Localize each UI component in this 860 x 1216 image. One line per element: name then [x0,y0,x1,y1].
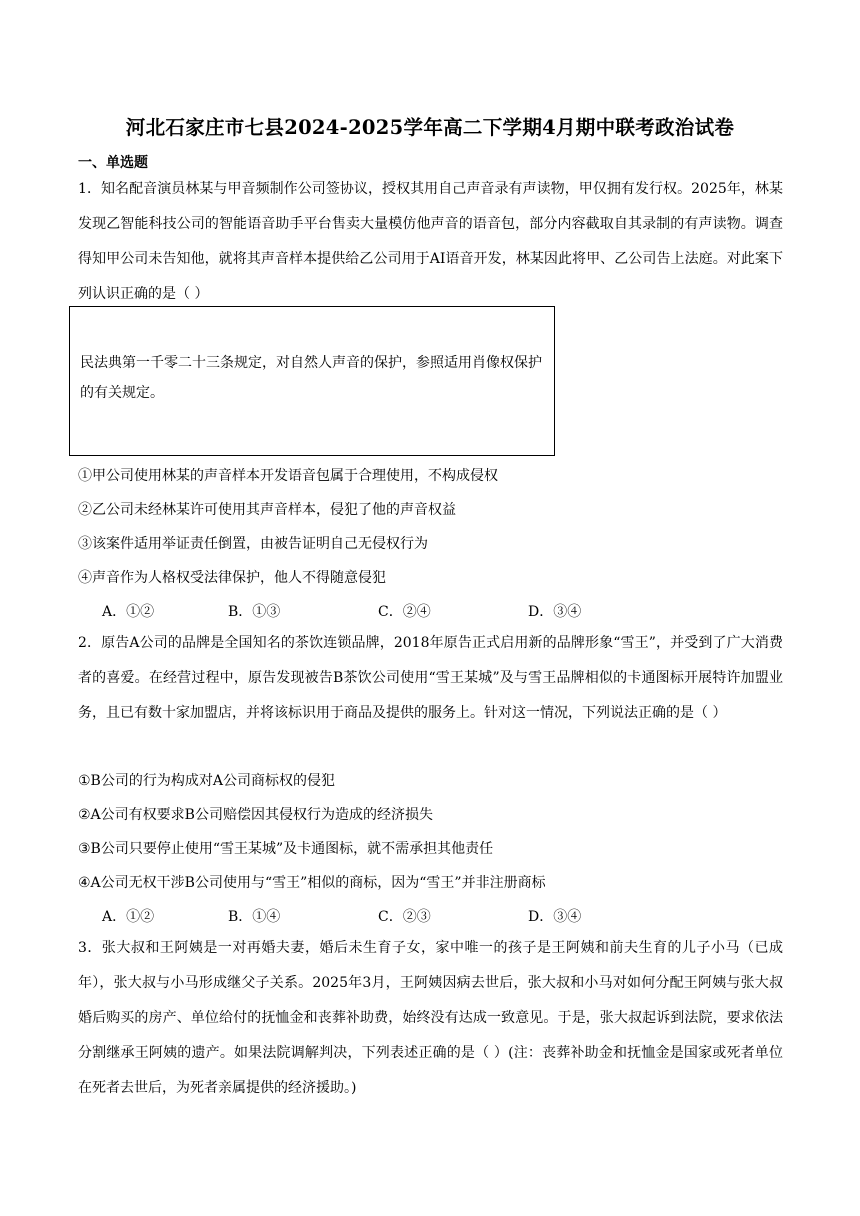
question-2-option-b[interactable]: B．①④ [228,909,281,925]
question-2-stem: 2．原告A公司的品牌是全国知名的茶饮连锁品牌，2018年原告正式启用新的品牌形象“雪王”，并受到了广大消费者的喜爱。在经营过程中，原告发现被告B茶饮公司使用“雪王某城”及与雪王品牌相似的卡通图标开展特许加盟业务，且已有数十家加盟店，并将该标识用于商品及提供的服务上。针对这一情况，下列说法正确的是（ ） [78,635,783,721]
question-1-option-c[interactable]: C．②④ [378,604,431,620]
question-1-stem: 1．知名配音演员林某与甲音频制作公司签协议，授权其用自己声音录有声读物，甲仅拥有发行权。2025年，林某发现乙智能科技公司的智能语音助手平台售卖大量模仿他声音的语音包，部分内容截取自其录制的有声读物。调查得知甲公司未告知他，就将其声音样本提供给乙公司用于AI语音开发，林某因此将甲、乙公司告上法庭。对此案下列认识正确的是（ ） [78,181,783,302]
question-2-statement-2: ②A公司有权要求B公司赔偿因其侵权行为造成的经济损失 [78,807,433,823]
question-2-option-d[interactable]: D．③④ [528,909,582,925]
question-1-statement-4: ④声音作为人格权受法律保护，他人不得随意侵犯 [78,570,386,586]
question-2-statement-3: ③B公司只要停止使用“雪王某城”及卡通图标，就不需承担其他责任 [78,841,494,857]
question-2-option-c[interactable]: C．②③ [378,909,431,925]
question-2-option-a[interactable]: A．①② [102,909,155,925]
question-2-statement-1: ①B公司的行为构成对A公司商标权的侵犯 [78,773,335,789]
section-heading: 一、单选题 [78,155,148,171]
question-1-statement-3: ③该案件适用举证责任倒置，由被告证明自己无侵权行为 [78,536,428,552]
question-1-statement-2: ②乙公司未经林某许可使用其声音样本，侵犯了他的声音权益 [78,502,456,518]
page-title: 河北石家庄市七县2024-2025学年高二下学期4月期中联考政治试卷 [125,116,735,139]
question-1-material-box [69,306,555,456]
question-1-option-a[interactable]: A．①② [102,604,155,620]
question-1-material: 民法典第一千零二十三条规定，对自然人声音的保护，参照适用肖像权保护的有关规定。 [80,355,542,401]
question-1-statement-1: ①甲公司使用林某的声音样本开发语音包属于合理使用，不构成侵权 [78,468,498,484]
question-1-option-b[interactable]: B．①③ [228,604,281,620]
question-2-statement-4: ④A公司无权干涉B公司使用与“雪王”相似的商标，因为“雪王”并非注册商标 [78,875,546,891]
question-1-option-d[interactable]: D．③④ [528,604,582,620]
question-3-stem: 3．张大叔和王阿姨是一对再婚夫妻，婚后未生育子女，家中唯一的孩子是王阿姨和前夫生育的儿子小马（已成年），张大叔与小马形成继父子关系。2025年3月，王阿姨因病去世后，张大叔和小马对如何分配王阿姨与张大叔婚后购买的房产、单位给付的抚恤金和丧葬补助费，始终没有达成一致意见。于是，张大叔起诉到法院，要求依法分割继承王阿姨的遗产。如果法院调解判决，下列表述正确的是（ ）(注：丧葬补助金和抚恤金是国家或死者单位在死者去世后，为死者亲属提供的经济援助。) [78,940,783,1096]
